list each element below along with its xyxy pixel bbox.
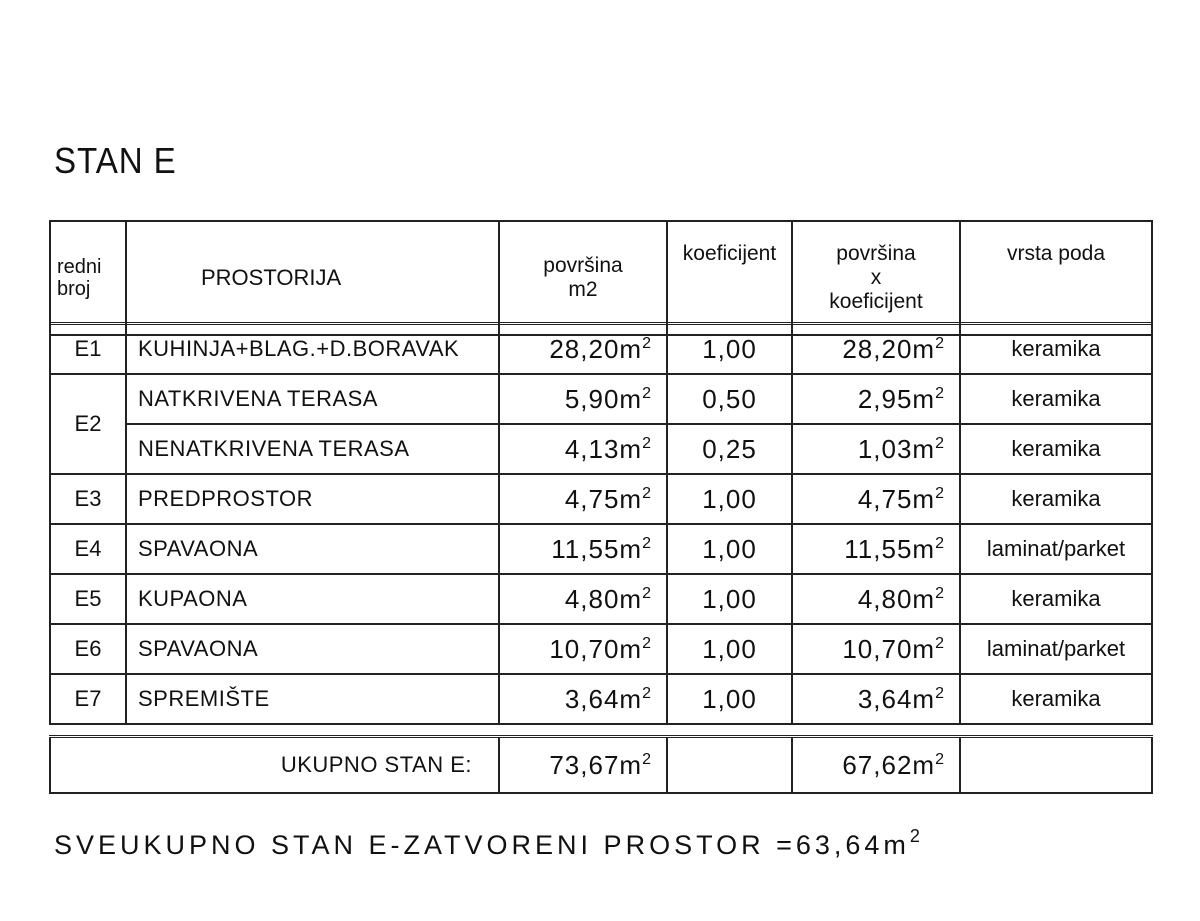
row-koeficijent: 0,50 (667, 374, 792, 424)
header-vrsta-poda: vrsta poda (960, 221, 1152, 335)
row-floor-type: keramika (960, 674, 1152, 724)
row-area: $4,13m^2$ (499, 424, 667, 474)
row-id: E2 (50, 374, 126, 474)
row-id: E7 (50, 674, 126, 724)
row-koeficijent: 1,00 (667, 624, 792, 674)
row-koeficijent: 1,00 (667, 674, 792, 724)
row-weighted-area: $10,70m^2$ (792, 624, 960, 674)
row-id: E5 (50, 574, 126, 624)
table-row (50, 674, 1152, 724)
row-room: SPAVAONA (126, 524, 499, 574)
table-header (49, 220, 1153, 336)
row-id: E1 (50, 324, 126, 375)
row-floor-type: keramika (960, 474, 1152, 524)
total-weighted: $67,62m^2$ (792, 737, 960, 794)
row-floor-type: keramika (960, 324, 1152, 375)
row-id: E6 (50, 624, 126, 674)
row-area: $11,55m^2$ (499, 524, 667, 574)
table-row (50, 474, 1152, 524)
total-label: UKUPNO STAN E: (50, 737, 499, 794)
row-room: SPREMIŠTE (126, 674, 499, 724)
row-area: $10,70m^2$ (499, 624, 667, 674)
total-floor-empty (960, 737, 1152, 794)
table-row (50, 324, 1152, 375)
row-area: $4,80m^2$ (499, 574, 667, 624)
row-room: NENATKRIVENA TERASA (126, 424, 499, 474)
row-koeficijent: 1,00 (667, 474, 792, 524)
table-row (50, 624, 1152, 674)
row-room: PREDPROSTOR (126, 474, 499, 524)
row-koeficijent: 1,00 (667, 524, 792, 574)
row-weighted-area: $28,20m^2$ (792, 324, 960, 375)
row-koeficijent: 0,25 (667, 424, 792, 474)
row-floor-type: keramika (960, 574, 1152, 624)
row-area: $3,64m^2$ (499, 674, 667, 724)
row-room: KUPAONA (126, 574, 499, 624)
row-weighted-area: $4,75m^2$ (792, 474, 960, 524)
row-id: E3 (50, 474, 126, 524)
row-room: KUHINJA+BLAG.+D.BORAVAK (126, 324, 499, 375)
table-row (50, 524, 1152, 574)
header-povrsina-x-koeficijent: površina x koeficijent (792, 221, 960, 335)
table-row (50, 374, 1152, 424)
row-area: $5,90m^2$ (499, 374, 667, 424)
row-weighted-area: $1,03m^2$ (792, 424, 960, 474)
row-floor-type: keramika (960, 374, 1152, 424)
footer-summary: SVEUKUPNO STAN E-ZATVORENI PROSTOR $=63,64m^2$ (54, 826, 920, 860)
row-weighted-area: $3,64m^2$ (792, 674, 960, 724)
row-weighted-area: $2,95m^2$ (792, 374, 960, 424)
row-weighted-area: $4,80m^2$ (792, 574, 960, 624)
row-area: $28,20m^2$ (499, 324, 667, 375)
row-room: SPAVAONA (126, 624, 499, 674)
header-koeficijent: koeficijent (667, 221, 792, 335)
row-area: $4,75m^2$ (499, 474, 667, 524)
row-id: E4 (50, 524, 126, 574)
row-koeficijent: 1,00 (667, 324, 792, 375)
header-povrsina: površina m2 (499, 221, 667, 335)
table-row (50, 574, 1152, 624)
row-room: NATKRIVENA TERASA (126, 374, 499, 424)
row-floor-type: laminat/parket (960, 624, 1152, 674)
row-floor-type: keramika (960, 424, 1152, 474)
table-row (50, 424, 1152, 474)
header-prostorija: PROSTORIJA (126, 221, 499, 335)
rooms-table (49, 322, 1153, 725)
row-koeficijent: 1,00 (667, 574, 792, 624)
document-title: STAN E (54, 140, 177, 181)
total-koef-empty (667, 737, 792, 794)
row-weighted-area: $11,55m^2$ (792, 524, 960, 574)
total-row (49, 735, 1153, 794)
total-area: $73,67m^2$ (499, 737, 667, 794)
row-floor-type: laminat/parket (960, 524, 1152, 574)
header-redni-broj: redni broj (50, 221, 126, 335)
